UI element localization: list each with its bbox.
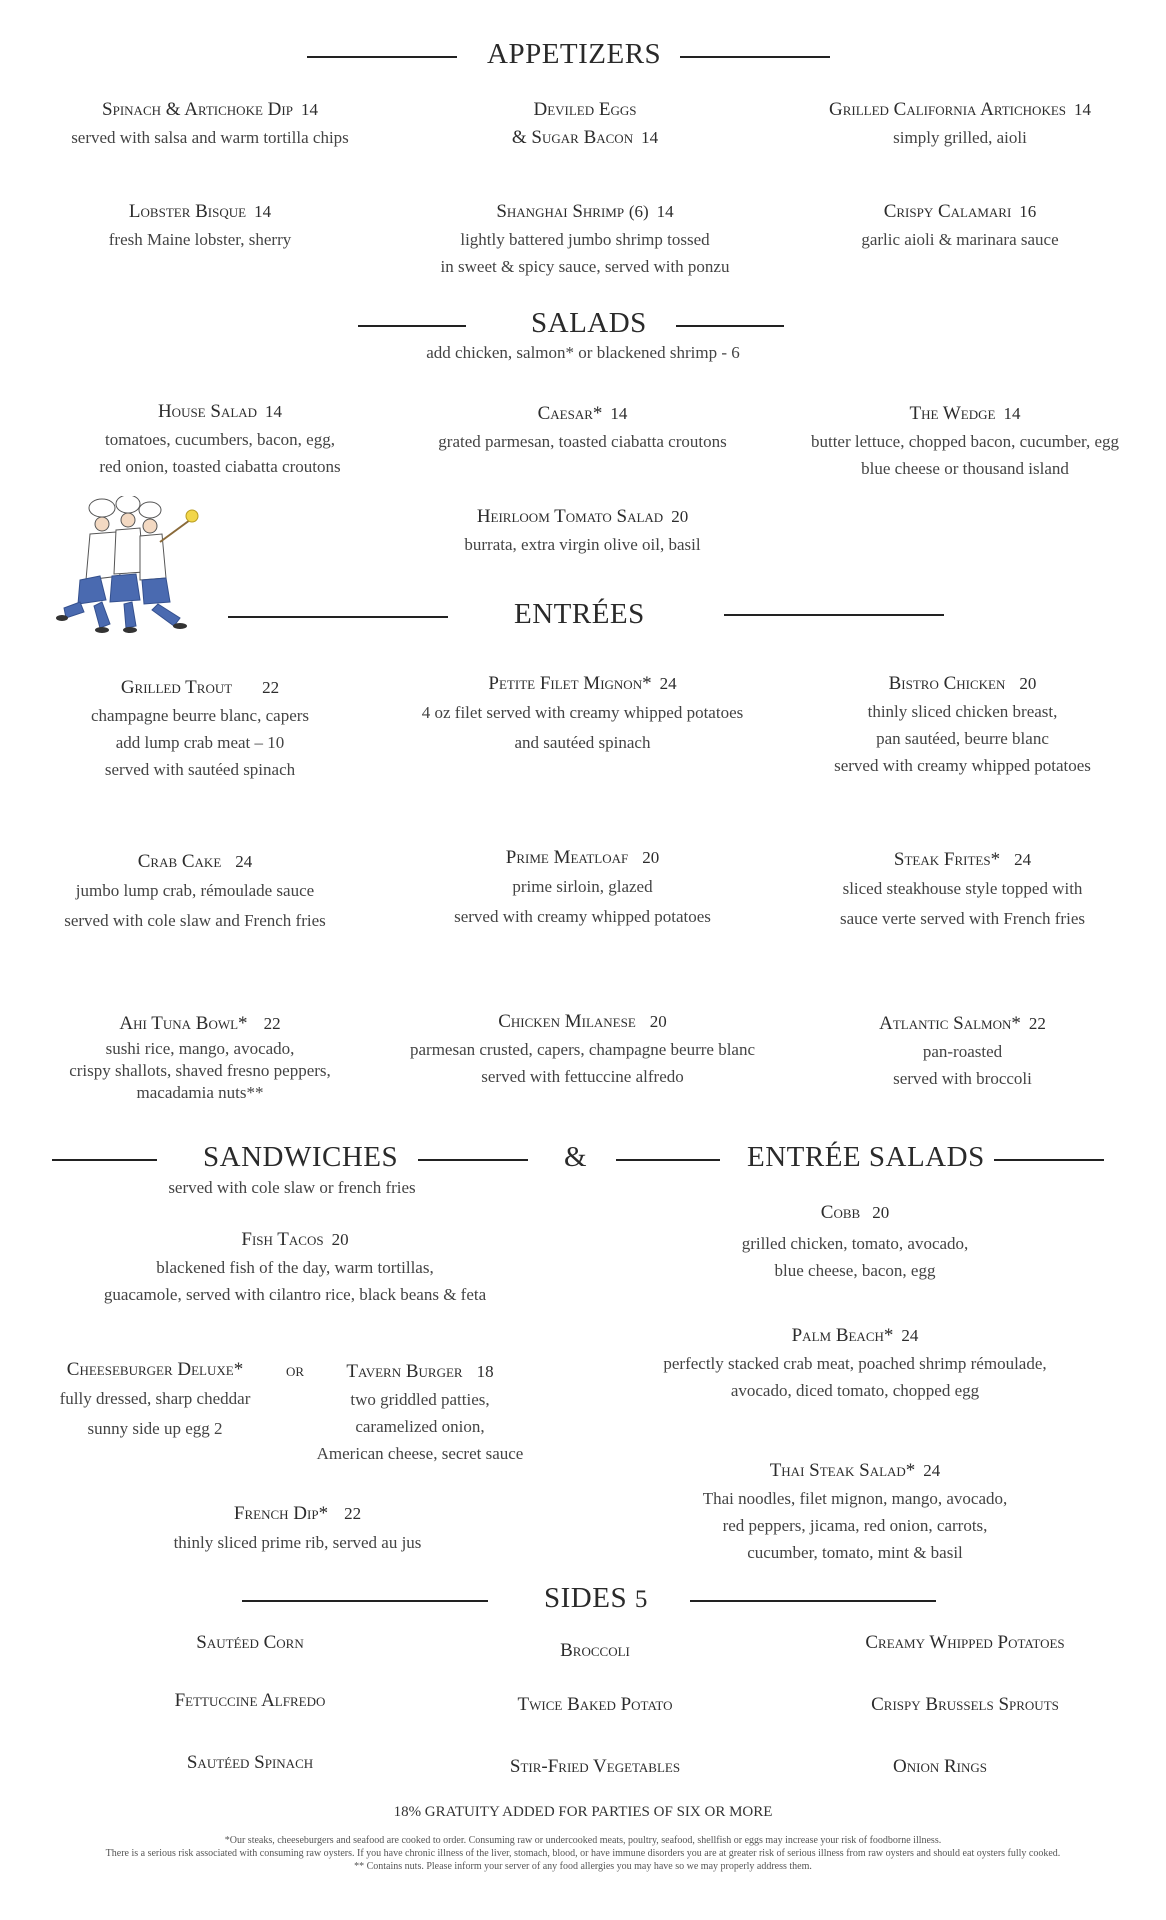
item-name: Thai Steak Salad*: [769, 1460, 916, 1481]
appetizers-rule-left: [307, 56, 457, 58]
item-desc: burrata, extra virgin olive oil, basil: [464, 535, 701, 554]
menu-item: [20, 674, 380, 783]
item-desc: blackened fish of the day, warm tortillas,: [156, 1258, 434, 1277]
menu-item: [400, 503, 765, 558]
item-price: 24: [923, 1461, 941, 1480]
item-name: Grilled California Artichokes: [829, 99, 1066, 120]
menu-item: [775, 96, 1145, 151]
item-desc: guacamole, served with cilantro rice, black beans & feta: [103, 1285, 487, 1304]
menu-item: [30, 96, 390, 151]
item-price: 14: [1074, 100, 1091, 119]
item-name: Palm Beach*: [791, 1325, 894, 1346]
item-price: 14: [641, 128, 659, 147]
item-desc: served with salsa and warm tortilla chips: [71, 128, 349, 147]
item-name: Ahi Tuna Bowl*: [119, 1013, 248, 1034]
item-name: Cobb: [820, 1202, 861, 1223]
item-desc: grilled chicken, tomato, avocado,: [741, 1234, 969, 1253]
item-desc: blue cheese, bacon, egg: [774, 1261, 936, 1280]
sides-rule-right: [690, 1600, 936, 1602]
side-item: Sautéed Spinach: [186, 1752, 314, 1773]
fine-print: There is a serious risk associated with consuming raw oysters. If you have chronic illness of the liver, stomach, blood, or have immune disorders you are at greater risk of serious illness from raw oysters and should eat oysters fully cooked.: [105, 1848, 1061, 1859]
menu-item: [405, 198, 765, 280]
item-desc: prime sirloin, glazed: [512, 877, 653, 896]
side-item: Onion Rings: [893, 1756, 987, 1777]
item-desc: garlic aioli & marinara sauce: [861, 230, 1059, 249]
item-name: Heirloom Tomato Salad: [476, 506, 664, 527]
item-desc: served with creamy whipped potatoes: [454, 907, 711, 926]
menu-item: [800, 1010, 1125, 1092]
item-name: Chicken Milanese: [498, 1011, 636, 1032]
menu-item: [300, 1358, 540, 1467]
item-price: 22: [344, 1504, 362, 1523]
item-name: French Dip*: [233, 1503, 329, 1524]
item-name: Deviled Eggs: [533, 99, 637, 120]
sides-heading: [544, 1582, 648, 1615]
menu-item: [40, 398, 400, 480]
item-name: Bistro Chicken: [888, 673, 1006, 694]
item-desc: champagne beurre blanc, capers: [90, 706, 310, 725]
menu-item: [390, 670, 775, 758]
item-price: 18: [476, 1362, 494, 1381]
item-price: 14: [300, 100, 318, 119]
item-desc: 4 oz filet served with creamy whipped potatoes: [421, 703, 744, 722]
side-item: Fettuccine Alfredo: [174, 1690, 326, 1711]
item-name: Tavern Burger: [346, 1361, 463, 1382]
menu-item: [620, 1196, 1090, 1284]
item-name: Spinach & Artichoke Dip: [102, 99, 293, 120]
item-desc: crispy shallots, shaved fresno peppers,: [69, 1061, 331, 1080]
menu-item: [620, 1457, 1090, 1566]
appetizers-heading: APPETIZERS: [487, 38, 662, 70]
item-desc: simply grilled, aioli: [893, 128, 1027, 147]
item-name: Crispy Calamari: [883, 201, 1012, 222]
item-desc: served with creamy whipped potatoes: [834, 756, 1091, 775]
item-name: Atlantic Salmon*: [879, 1013, 1021, 1034]
item-desc: avocado, diced tomato, chopped egg: [730, 1381, 980, 1400]
side-item: Stir-Fried Vegetables: [509, 1756, 681, 1777]
menu-item: [800, 846, 1125, 934]
item-name: Prime Meatloaf: [505, 847, 629, 868]
item-name: Shanghai Shrimp: [496, 201, 625, 222]
sandwiches-rule-right: [418, 1159, 528, 1161]
item-price: 14: [1003, 404, 1021, 423]
menu-item: [415, 96, 755, 152]
fine-print: ** Contains nuts. Please inform your server of any food allergies you may have so we may properly address them.: [354, 1861, 812, 1872]
item-desc: pan sautéed, beurre blanc: [876, 729, 1049, 748]
side-item: Sautéed Corn: [196, 1632, 304, 1653]
menu-item: [400, 400, 765, 455]
entree-salads-rule-left: [616, 1159, 720, 1161]
item-price: 24: [659, 674, 677, 693]
item-price: 24: [1014, 850, 1032, 869]
item-desc: red onion, toasted ciabatta croutons: [99, 457, 341, 476]
menu-item: [20, 1010, 380, 1104]
item-desc: add lump crab meat – 10: [115, 733, 285, 752]
menu-item: [30, 198, 370, 253]
side-item: Broccoli: [560, 1640, 630, 1661]
entree-salads-rule-right: [994, 1159, 1104, 1161]
item-price: 20: [872, 1203, 890, 1222]
item-name: Petite Filet Mignon*: [488, 673, 652, 694]
item-desc: grated parmesan, toasted ciabatta croutons: [438, 432, 727, 451]
item-name: Fish Tacos: [241, 1229, 324, 1250]
item-desc: two griddled patties,: [350, 1390, 490, 1409]
sandwiches-subtitle: served with cole slaw or french fries: [168, 1178, 416, 1197]
item-desc: served with fettuccine alfredo: [481, 1067, 684, 1086]
item-desc: in sweet & spicy sauce, served with ponzu: [440, 257, 730, 276]
item-desc: served with broccoli: [893, 1069, 1032, 1088]
side-item: Creamy Whipped Potatoes: [865, 1632, 1065, 1653]
entree-salads-heading: ENTRÉE SALADS: [747, 1141, 985, 1173]
item-desc: sliced steakhouse style topped with: [842, 879, 1083, 898]
item-desc: jumbo lump crab, rémoulade sauce: [75, 881, 315, 900]
item-desc: caramelized onion,: [355, 1417, 485, 1436]
item-price: 22: [1028, 1014, 1046, 1033]
item-desc: lightly battered jumbo shrimp tossed: [460, 230, 710, 249]
item-desc: pan-roasted: [922, 1042, 1003, 1061]
item-name: Lobster Bisque: [128, 201, 247, 222]
side-item: Twice Baked Potato: [517, 1694, 673, 1715]
item-desc: cucumber, tomato, mint & basil: [747, 1543, 963, 1562]
item-price: 14: [254, 202, 272, 221]
item-desc: fresh Maine lobster, sherry: [108, 230, 292, 249]
menu-item: [795, 198, 1125, 253]
menu-item: [30, 1356, 280, 1444]
item-desc: thinly sliced chicken breast,: [867, 702, 1058, 721]
ampersand: &: [564, 1141, 588, 1173]
item-price: 24: [235, 852, 253, 871]
menu-item: [40, 1226, 550, 1308]
salads-subtitle: add chicken, salmon* or blackened shrimp - 6: [426, 343, 740, 362]
item-name: Steak Frites*: [893, 849, 1001, 870]
fine-print: *Our steaks, cheeseburgers and seafood are cooked to order. Consuming raw or undercooked meats, poultry, seafood, shellfish or eggs may increase your risk of foodborne illness.: [224, 1835, 942, 1846]
menu-item: [20, 848, 370, 936]
entrees-rule-right: [724, 614, 944, 616]
item-price: 20: [331, 1230, 349, 1249]
item-price: 14: [265, 402, 283, 421]
entrees-rule-left: [228, 616, 448, 618]
item-price: 20: [649, 1012, 667, 1031]
menu-item: [600, 1322, 1110, 1404]
item-name: Grilled Trout: [120, 677, 233, 698]
item-desc: perfectly stacked crab meat, poached shrimp rémoulade,: [663, 1354, 1047, 1373]
item-desc: served with sautéed spinach: [104, 760, 296, 779]
menu-item: [775, 400, 1155, 482]
item-qty: (6): [628, 202, 649, 221]
salads-rule-right: [676, 325, 784, 327]
item-price: 20: [1019, 674, 1037, 693]
or-label: or: [286, 1360, 305, 1381]
item-name: Crab Cake: [137, 851, 222, 872]
entrees-heading: ENTRÉES: [514, 598, 645, 630]
item-name: Cheeseburger Deluxe*: [66, 1359, 244, 1380]
item-price: 24: [901, 1326, 919, 1345]
item-price: 20: [671, 507, 689, 526]
item-desc: sauce verte served with French fries: [840, 909, 1085, 928]
item-desc: blue cheese or thousand island: [861, 459, 1069, 478]
item-desc: sunny side up egg 2: [87, 1419, 223, 1438]
sandwiches-heading: SANDWICHES: [203, 1141, 399, 1173]
item-desc: Thai noodles, filet mignon, mango, avocado,: [702, 1489, 1008, 1508]
item-price: 20: [642, 848, 660, 867]
item-desc: parmesan crusted, capers, champagne beurre blanc: [409, 1040, 756, 1059]
item-price: 22: [262, 678, 280, 697]
item-desc: butter lettuce, chopped bacon, cucumber, egg: [810, 432, 1120, 451]
chefs-illustration: [40, 496, 200, 636]
menu-item: [400, 844, 765, 932]
sides-title: SIDES: [544, 1582, 628, 1614]
item-price: 22: [263, 1014, 281, 1033]
menu-item: [380, 1008, 785, 1090]
item-price: 16: [1019, 202, 1037, 221]
item-desc: fully dressed, sharp cheddar: [59, 1389, 251, 1408]
item-name: House Salad: [157, 401, 258, 422]
item-name: Caesar*: [537, 403, 603, 424]
item-price: 14: [610, 404, 628, 423]
item-desc: tomatoes, cucumbers, bacon, egg,: [105, 430, 335, 449]
item-desc: thinly sliced prime rib, served au jus: [173, 1533, 422, 1552]
item-desc: red peppers, jicama, red onion, carrots,: [722, 1516, 988, 1535]
item-desc: American cheese, secret sauce: [316, 1444, 524, 1463]
sides-rule-left: [242, 1600, 488, 1602]
item-price: 14: [656, 202, 674, 221]
appetizers-rule-right: [680, 56, 830, 58]
gratuity-note: 18% GRATUITY ADDED FOR PARTIES OF SIX OR MORE: [393, 1804, 773, 1820]
menu-item: [790, 670, 1135, 779]
item-name: The Wedge: [909, 403, 996, 424]
item-name-line2: & Sugar Bacon: [511, 127, 634, 148]
item-desc: and sautéed spinach: [514, 733, 651, 752]
menu-item: [120, 1500, 475, 1558]
sandwiches-rule-left: [52, 1159, 157, 1161]
sides-price: 5: [634, 1586, 648, 1613]
item-desc: macadamia nuts**: [136, 1083, 264, 1102]
item-desc: served with cole slaw and French fries: [64, 911, 326, 930]
item-desc: sushi rice, mango, avocado,: [105, 1039, 295, 1058]
salads-heading: SALADS: [531, 307, 647, 339]
salads-rule-left: [358, 325, 466, 327]
side-item: Crispy Brussels Sprouts: [871, 1694, 1059, 1715]
